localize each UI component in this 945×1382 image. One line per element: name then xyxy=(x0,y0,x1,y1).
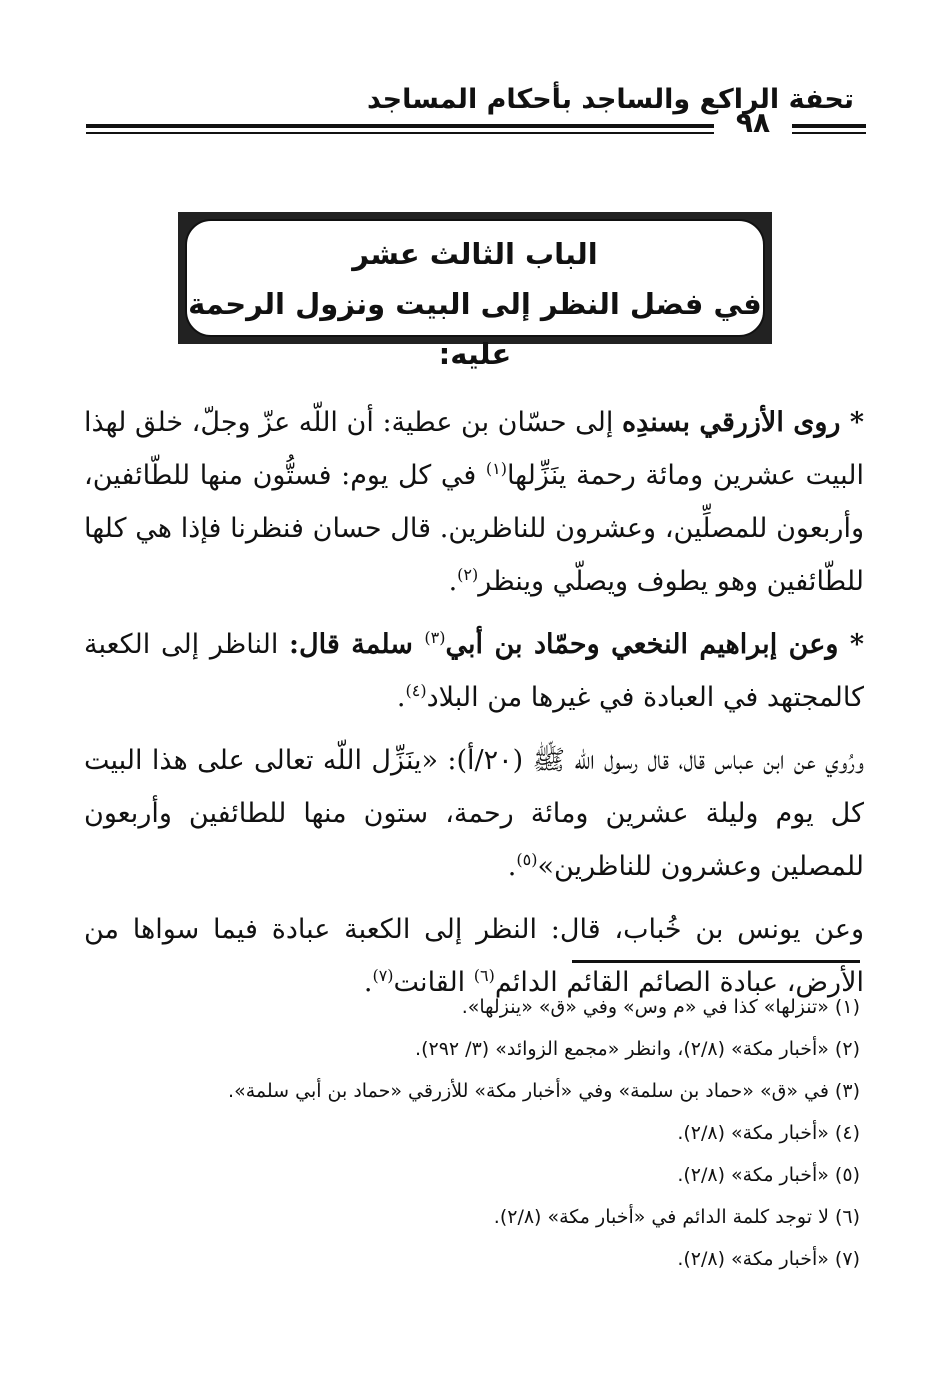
page-header xyxy=(86,84,866,144)
paragraph-text: . xyxy=(363,967,373,998)
paragraph-3 xyxy=(84,734,864,893)
footnote-3: (٣) في «ق» «حماد بن سلمة» وفي «أخبار مكة» للأزرقي «حماد بن أبي سلمة». xyxy=(228,1080,860,1102)
paragraph-lead: * روى الأزرقي بسندِه xyxy=(621,407,864,438)
paragraph-lead: * وعن إبراهيم النخعي وحمّاد بن أبي xyxy=(445,629,864,660)
footnote-2: (٢) «أخبار مكة» (٢/٨)، وانظر «مجمع الزوائد» (٣/ ٢٩٢). xyxy=(415,1038,860,1060)
chapter-title-frame xyxy=(185,219,765,371)
footnote-6: (٦) لا توجد كلمة الدائم في «أخبار مكة» (٢/٨). xyxy=(493,1206,860,1228)
page-number: ٩٨ xyxy=(735,106,771,139)
paragraph-text: ورُوي عن ابن عباس قال، قال رسول اللّه ﷺ (٢٠/أ): «ينَزِّل اللّه تعالى على هذا البيت كل يوم وليلة عشرين ومائة رحمة، ستون منها للطائفين وأربعون للمصلين وعشرون للناظرين» xyxy=(84,745,864,882)
chapter-title: الباب الثالث عشر xyxy=(352,237,598,271)
footnote-separator xyxy=(572,960,860,963)
chapter-title-box xyxy=(178,212,772,371)
paragraph-1 xyxy=(84,396,864,608)
footnotes xyxy=(150,986,860,1280)
header-rule-short xyxy=(792,124,866,136)
paragraph-text: إلى حسّان بن عطية: أن اللّه عزّ وجلّ، خلق لهذا البيت عشرين ومائة رحمة ينَزِّلها xyxy=(84,407,864,491)
footnote-ref: (٤) xyxy=(405,681,427,700)
paragraph-text: وعن يونس بن خُباب، قال: النظر إلى الكعبة عبادة فيما سواها من الأرض، عبادة الصائم القائم الدائم xyxy=(84,914,864,998)
footnote-7: (٧) «أخبار مكة» (٢/٨). xyxy=(677,1248,860,1270)
footnote-ref: (٦) xyxy=(473,966,495,985)
paragraph-text: القانت xyxy=(393,967,474,998)
footnote-ref: (٣) xyxy=(424,628,446,647)
footnote-ref: (١) xyxy=(485,459,507,478)
footnote-1: (١) «تنزلها» كذا في «م وس» وفي «ق» «ينزلها». xyxy=(461,996,860,1018)
paragraph-2 xyxy=(84,618,864,724)
header-rule-long xyxy=(86,124,714,136)
footnote-ref: (٢) xyxy=(457,565,479,584)
chapter-subtitle: في فضل النظر إلى البيت ونزول الرحمة عليه: xyxy=(188,287,762,371)
footnote-ref: (٧) xyxy=(372,966,394,985)
paragraph-text: . xyxy=(448,566,458,597)
paragraph-text: في كل يوم: فستُّون منها للطّائفين، وأربعون للمصلِّين، وعشرون للناظرين. قال حسان فنظرنا فإذا هي كلها للطّائفين وهو يطوف ويصلّي وينظر xyxy=(84,460,864,597)
running-title: تحفة الراكع والساجد بأحكام المساجد xyxy=(367,84,854,115)
main-text xyxy=(84,396,864,1019)
footnote-4: (٤) «أخبار مكة» (٢/٨). xyxy=(677,1122,860,1144)
paragraph-text: . xyxy=(507,851,517,882)
footnote-ref: (٥) xyxy=(516,850,538,869)
paragraph-text: الناظر إلى الكعبة كالمجتهد في العبادة في غيرها من البلاد xyxy=(84,629,864,713)
paragraph-lead: سلمة قال: xyxy=(289,629,425,660)
footnote-5: (٥) «أخبار مكة» (٢/٨). xyxy=(677,1164,860,1186)
paragraph-text: . xyxy=(396,682,406,713)
